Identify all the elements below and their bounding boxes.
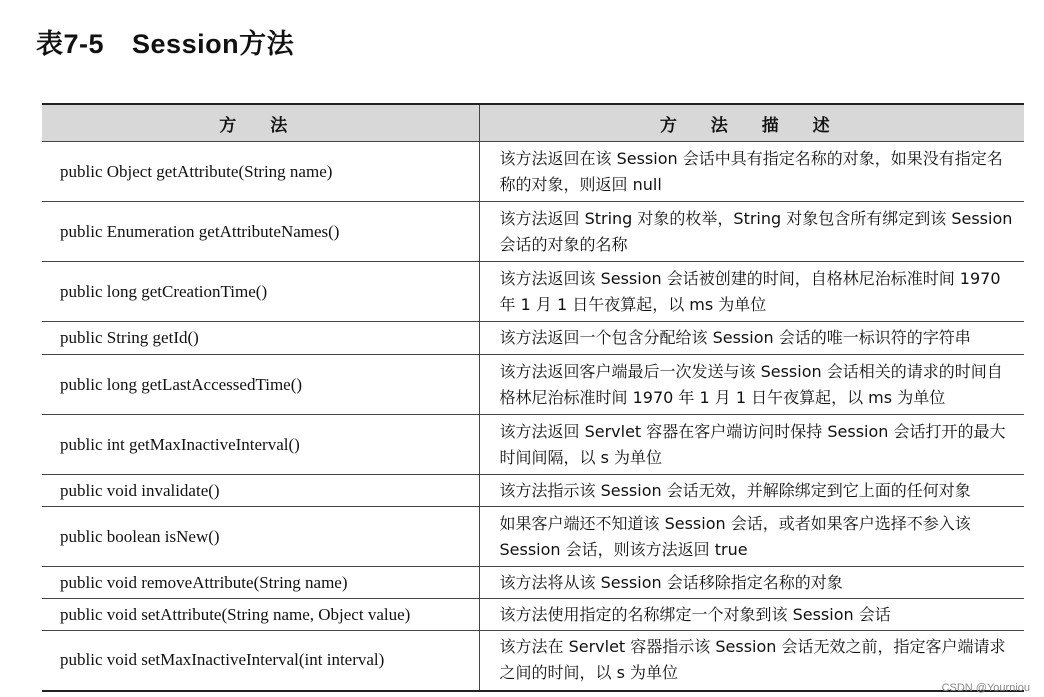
method-cell: public Object getAttribute(String name) [42, 142, 479, 202]
session-methods-table [42, 103, 1024, 692]
table-row [42, 631, 1024, 691]
description-cell: 该方法指示该 Session 会话无效，并解除绑定到它上面的任何对象 [479, 475, 1024, 507]
table-header-row [42, 104, 1024, 142]
description-cell: 该方法将从该 Session 会话移除指定名称的对象 [479, 567, 1024, 599]
method-cell: public int getMaxInactiveInterval() [42, 415, 479, 475]
header-description: 方 法 描 述 [479, 104, 1024, 142]
table-row [42, 415, 1024, 475]
method-cell: public boolean isNew() [42, 507, 479, 567]
description-cell: 该方法使用指定的名称绑定一个对象到该 Session 会话 [479, 599, 1024, 631]
description-cell: 该方法返回 String 对象的枚举，String 对象包含所有绑定到该 Session 会话的对象的名称 [479, 202, 1024, 262]
watermark: CSDN @Yourniou [941, 682, 1030, 694]
table-row [42, 142, 1024, 202]
table-row [42, 322, 1024, 355]
description-cell: 该方法返回客户端最后一次发送与该 Session 会话相关的请求的时间自格林尼治标准时间 1970 年 1 月 1 日午夜算起，以 ms 为单位 [479, 355, 1024, 415]
method-cell: public void setMaxInactiveInterval(int interval) [42, 631, 479, 691]
table-row [42, 202, 1024, 262]
table-number: 表7-5 [36, 29, 105, 59]
method-cell: public Enumeration getAttributeNames() [42, 202, 479, 262]
method-cell: public void setAttribute(String name, Object value) [42, 599, 479, 631]
method-cell: public String getId() [42, 322, 479, 355]
table-row [42, 507, 1024, 567]
table-caption [36, 22, 294, 61]
description-cell: 该方法返回在该 Session 会话中具有指定名称的对象，如果没有指定名称的对象，则返回 null [479, 142, 1024, 202]
table-row [42, 355, 1024, 415]
description-cell: 如果客户端还不知道该 Session 会话，或者如果客户选择不参入该 Session 会话，则该方法返回 true [479, 507, 1024, 567]
table-row [42, 262, 1024, 322]
description-cell: 该方法返回一个包含分配给该 Session 会话的唯一标识符的字符串 [479, 322, 1024, 355]
method-cell: public void invalidate() [42, 475, 479, 507]
method-cell: public long getLastAccessedTime() [42, 355, 479, 415]
table-row [42, 475, 1024, 507]
header-method: 方 法 [42, 104, 479, 142]
method-cell: public void removeAttribute(String name) [42, 567, 479, 599]
description-cell: 该方法返回 Servlet 容器在客户端访问时保持 Session 会话打开的最大时间间隔，以 s 为单位 [479, 415, 1024, 475]
table-row [42, 567, 1024, 599]
table-row [42, 599, 1024, 631]
description-cell: 该方法在 Servlet 容器指示该 Session 会话无效之前，指定客户端请求之间的时间，以 s 为单位 [479, 631, 1024, 691]
table-title: Session方法 [132, 29, 295, 59]
description-cell: 该方法返回该 Session 会话被创建的时间，自格林尼治标准时间 1970 年 1 月 1 日午夜算起，以 ms 为单位 [479, 262, 1024, 322]
method-cell: public long getCreationTime() [42, 262, 479, 322]
